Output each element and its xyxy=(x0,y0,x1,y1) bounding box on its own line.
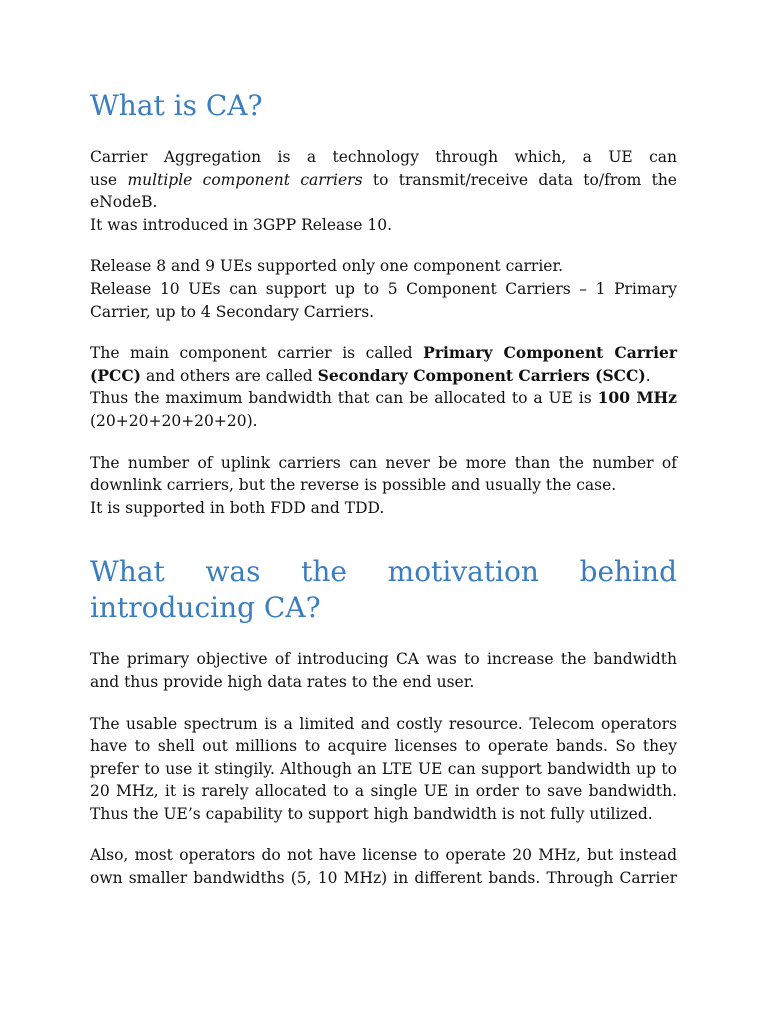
italic-term: multiple component carriers xyxy=(127,170,363,189)
text-span: use xyxy=(90,170,118,189)
paragraph-pcc-scc xyxy=(90,342,677,432)
text-span: The main component carrier is called xyxy=(90,344,413,363)
text-span: . xyxy=(645,366,651,385)
text-line: Carrier Aggregation is a technology through which, a UE can xyxy=(90,148,677,166)
heading-motivation: What was the motivation behind introducing CA? xyxy=(90,555,677,625)
heading-what-is-ca: What is CA? xyxy=(90,89,263,122)
bold-term-bandwidth: 100 MHz xyxy=(597,388,677,408)
paragraph-objective: The primary objective of introducing CA was to increase the bandwidth and thus provide high data rates to the end user. xyxy=(90,650,677,691)
paragraph-releases xyxy=(90,255,677,323)
bold-term-pcc: Primary Component Carrier (PCC) xyxy=(90,343,677,385)
text-line: Carrier, up to 4 Secondary Carriers. xyxy=(90,302,375,321)
paragraph-spectrum: The usable spectrum is a limited and costly resource. Telecom operators have to shell out millions to acquire licenses to operate bands. So they prefer to use it stingily. Although an LTE UE can support bandwidth up to 20 MHz, it is rarely allocated to a single UE in order to save bandwidth. Thus the UE’s capability to support high bandwidth is not fully utilized. xyxy=(90,714,677,823)
text-span: Thus the maximum bandwidth that can be allocated to a UE is xyxy=(90,389,592,408)
document-page xyxy=(90,88,677,909)
paragraph-ca-definition xyxy=(90,146,677,236)
paragraph-uplink-downlink xyxy=(90,452,677,520)
text-span: to transmit/receive data to/from the xyxy=(372,170,677,189)
text-line: Release 8 and 9 UEs supported only one component carrier. xyxy=(90,257,564,276)
bold-term-scc: Secondary Component Carriers (SCC) xyxy=(317,365,646,385)
text-line: It is supported in both FDD and TDD. xyxy=(90,498,385,517)
text-line: eNodeB. xyxy=(90,193,158,212)
paragraph-licenses: Also, most operators do not have license to operate 20 MHz, but instead own smaller bandwidths (5, 10 MHz) in different bands. Through Carrier xyxy=(90,846,677,888)
text-span: (20+20+20+20+20). xyxy=(90,411,258,430)
text-line xyxy=(90,169,677,192)
text-span: and others are called xyxy=(145,366,313,385)
text-block: The number of uplink carriers can never be more than the number of downlink carriers, but the reverse is possible and usually the case. xyxy=(90,453,677,495)
text-line: Release 10 UEs can support up to 5 Component Carriers – 1 Primary xyxy=(90,279,677,298)
text-line: It was introduced in 3GPP Release 10. xyxy=(90,215,393,234)
text-block xyxy=(90,342,677,387)
text-block xyxy=(90,387,677,432)
